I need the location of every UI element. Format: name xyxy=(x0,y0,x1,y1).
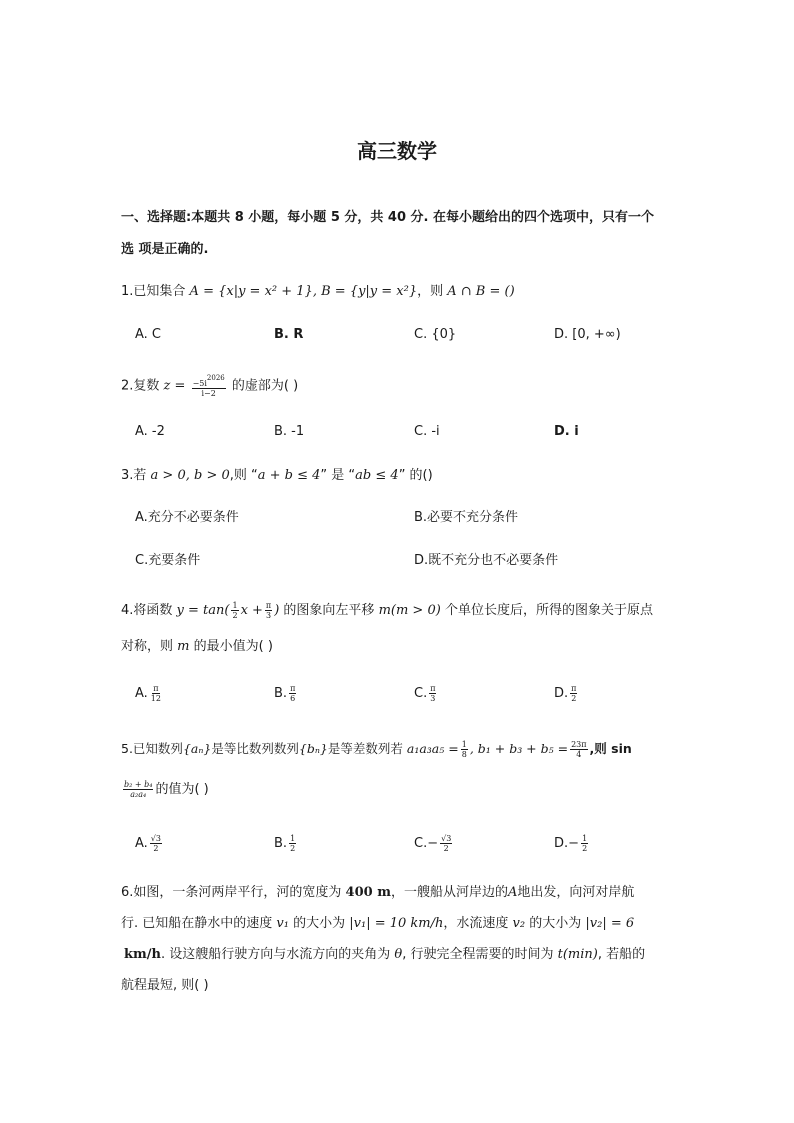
q5-option-d-num: 1 xyxy=(582,834,588,843)
q1-suffix: ，则 xyxy=(417,284,444,299)
q6-v1: v₁ xyxy=(276,916,289,931)
q2-option-a: A. -2 xyxy=(135,424,165,439)
q5-g-den: 4 xyxy=(576,750,582,759)
q6-unit: km/h xyxy=(124,947,161,962)
section-heading-line1: 一、选择题:本题共 8 小题，每小题 5 分，共 40 分. 在每小题给出的四个选项中，只有一个 xyxy=(121,210,655,225)
q4-option-c xyxy=(414,684,438,704)
q4-line2-a: 对称，则 xyxy=(121,639,174,654)
q6-v1-abs: |v₁| = 10 km/h xyxy=(349,916,444,931)
q5-option-c-num: √3 xyxy=(441,834,452,843)
q2-option-d: D. i xyxy=(554,424,579,439)
q4-option-a xyxy=(135,684,164,704)
q6-l2-a: 行. 已知船在静水中的速度 xyxy=(121,916,273,931)
q4-option-b xyxy=(274,684,298,704)
q2-suffix: 的虚部为( ) xyxy=(231,378,299,394)
q6-l2-c: ，水流速度 xyxy=(443,916,509,931)
q5-fraction-2 xyxy=(570,740,587,759)
q6-l2-b: 的大小为 xyxy=(293,916,346,931)
q5-mid2: 是等差数列若 xyxy=(327,741,403,756)
q4-option-c-label: C. xyxy=(414,686,428,701)
q4-rest: 个单位长度后，所得的图象关于原点 xyxy=(444,603,653,618)
q1-option-b: B. R xyxy=(274,327,304,342)
q5-option-a-num: √3 xyxy=(150,834,161,843)
q6-width: 400 m xyxy=(345,885,391,900)
q6-l1-b: ，一艘船从河岸边的 xyxy=(390,885,508,900)
q4-option-b-den: 6 xyxy=(290,694,296,703)
q3-option-c: C.充要条件 xyxy=(135,553,201,568)
q4-prefix: 4.将函数 xyxy=(121,603,173,618)
q5-option-a xyxy=(135,834,164,854)
q4-mid: 的图象向左平移 xyxy=(283,603,375,618)
q5-option-a-den: 2 xyxy=(153,844,159,853)
q4-option-a-num: π xyxy=(153,684,159,693)
q5-prefix: 5.已知数列 xyxy=(121,741,183,756)
q5-sin-argument xyxy=(123,780,153,799)
q5-option-b-label: B. xyxy=(274,836,288,851)
q4-option-d-den: 2 xyxy=(571,694,577,703)
q6-l3-b: . 设这艘船行驶方向与水流方向的夹角为 xyxy=(160,947,391,962)
q5-l2-text: 的值为( ) xyxy=(155,782,209,797)
q5-option-a-label: A. xyxy=(135,836,148,851)
q4-option-d-fraction xyxy=(570,684,577,703)
question-6-line4: 航程最短, 则( ) xyxy=(121,978,209,993)
q2-option-c: C. -i xyxy=(414,424,440,439)
q2-fraction xyxy=(192,374,226,398)
question-6-line1 xyxy=(121,883,634,903)
q1-option-a: A. C xyxy=(135,327,162,342)
q4-func-c: ) xyxy=(274,603,280,618)
q5-option-d-label: D. xyxy=(554,836,569,851)
q4-option-a-fraction xyxy=(150,684,162,703)
q5-l2-num: b₂ + b₄ xyxy=(124,780,153,789)
q4-option-c-den: 3 xyxy=(430,694,436,703)
q5-option-b xyxy=(274,834,298,854)
question-4-stem-line1 xyxy=(121,598,653,624)
q1-option-c: C. {0} xyxy=(414,327,457,342)
q4-option-d-num: π xyxy=(571,684,577,693)
q3-text-c: ” 是 “ xyxy=(320,468,356,483)
q3-option-a: A.充分不必要条件 xyxy=(135,510,239,525)
q5-fraction-1 xyxy=(461,740,468,759)
q4-option-d xyxy=(554,684,579,704)
q3-condition: a > 0, b > 0 xyxy=(150,468,230,483)
q4-m-cond: m(m > 0) xyxy=(378,603,441,618)
q5-option-b-num: 1 xyxy=(290,834,296,843)
q6-l2-d: 的大小为 xyxy=(529,916,582,931)
q5-f-den: 8 xyxy=(461,750,467,759)
q5-an: {aₙ} xyxy=(182,741,212,756)
q3-expr1: a + b ≤ 4 xyxy=(257,468,321,483)
q2-denominator: i−2 xyxy=(201,389,216,398)
q4-fraction-2 xyxy=(265,601,272,620)
q2-prefix: 2.复数 xyxy=(121,378,160,394)
q4-f1-den: 2 xyxy=(232,611,238,620)
q4-option-a-label: A. xyxy=(135,686,148,701)
q6-point-a: A xyxy=(507,885,518,900)
question-4-stem-line2 xyxy=(121,637,273,657)
q2-exponent: 2026 xyxy=(206,374,225,382)
q5-option-a-fraction xyxy=(150,834,162,853)
q5-option-d-den: 2 xyxy=(582,844,588,853)
q4-option-c-num: π xyxy=(430,684,436,693)
q6-l3-d: , 若船的 xyxy=(597,947,646,962)
q5-suffix: ,则 sin xyxy=(589,741,632,756)
q4-line2-b: 的最小值为( ) xyxy=(193,639,273,654)
q2-numerator: −5i xyxy=(192,379,207,388)
q6-time: t(min) xyxy=(557,947,598,962)
q6-v2-abs: |v₂| = 6 xyxy=(585,916,635,931)
q4-func-b: x + xyxy=(240,603,263,618)
question-1-stem xyxy=(121,282,515,302)
q3-option-b: B.必要不充分条件 xyxy=(414,510,519,525)
q2-z: z = xyxy=(163,378,186,394)
page-title: 高三数学 xyxy=(357,139,437,163)
q4-option-c-fraction xyxy=(429,684,436,703)
q5-option-d-sign: − xyxy=(568,836,580,851)
q5-option-c xyxy=(414,834,454,854)
question-6-line3 xyxy=(124,945,645,965)
q3-option-d: D.既不充分也不必要条件 xyxy=(414,553,559,568)
q6-v2: v₂ xyxy=(512,916,526,931)
q3-text-b: ,则 “ xyxy=(229,468,258,483)
question-2-stem xyxy=(121,374,298,399)
q1-prefix: 1.已知集合 xyxy=(121,284,186,299)
q5-mid1: 是等比数列数列 xyxy=(211,741,299,756)
q6-l1-c: 地出发，向河对岸航 xyxy=(517,885,635,900)
q5-option-c-sign: − xyxy=(427,836,439,851)
q4-line2-m: m xyxy=(177,639,190,654)
question-5-stem-line1 xyxy=(121,736,632,762)
q3-prefix: 3.若 xyxy=(121,468,147,483)
q4-option-d-label: D. xyxy=(554,686,569,701)
q6-theta: θ xyxy=(394,947,403,962)
q5-l2-den: a₂a₄ xyxy=(130,790,147,799)
q6-l3-c: , 行驶完全程需要的时间为 xyxy=(402,947,554,962)
q6-l1-a: 6.如图，一条河两岸平行，河的宽度为 xyxy=(121,885,342,900)
q4-option-b-label: B. xyxy=(274,686,288,701)
q4-fraction-1 xyxy=(231,601,238,620)
q3-text-d: ” 的() xyxy=(398,468,433,483)
q4-option-a-den: 12 xyxy=(150,694,161,703)
q5-bn: {bₙ} xyxy=(298,741,328,756)
q5-option-c-fraction xyxy=(440,834,452,853)
q5-option-b-fraction xyxy=(289,834,296,853)
q4-f2-den: 3 xyxy=(266,611,272,620)
q2-option-b: B. -1 xyxy=(274,424,305,439)
q1-intersection: A ∩ B = () xyxy=(447,284,515,299)
q5-expr2: , b₁ + b₃ + b₅ = xyxy=(469,741,569,756)
question-6-line2 xyxy=(121,914,634,934)
q4-option-b-num: π xyxy=(290,684,296,693)
q1-sets: A = {x|y = x² + 1}, B = {y|y = x²} xyxy=(189,284,418,299)
q4-func-a: y = tan( xyxy=(176,603,230,618)
q5-option-c-label: C. xyxy=(414,836,428,851)
question-3-stem xyxy=(121,466,433,486)
q4-f1-num: 1 xyxy=(232,601,238,610)
q4-option-b-fraction xyxy=(289,684,296,703)
q5-expr1: a₁a₃a₅ = xyxy=(406,741,459,756)
q4-f2-num: π xyxy=(265,601,272,610)
q3-expr2: ab ≤ 4 xyxy=(355,468,399,483)
q1-option-d: D. [0, +∞) xyxy=(554,327,621,342)
q5-option-d xyxy=(554,834,590,854)
q5-option-c-den: 2 xyxy=(443,844,449,853)
q5-g-num: 23π xyxy=(571,740,587,749)
q5-f-num: 1 xyxy=(461,740,467,749)
question-5-stem-line2 xyxy=(121,776,209,804)
q5-option-b-den: 2 xyxy=(290,844,296,853)
section-heading-line2: 选 项是正确的. xyxy=(121,242,209,257)
q5-option-d-fraction xyxy=(581,834,588,853)
